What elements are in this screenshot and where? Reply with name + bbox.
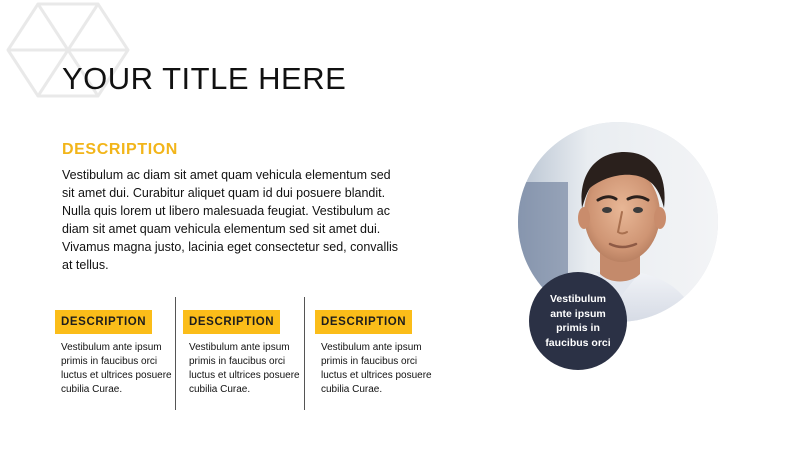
column-2-heading: DESCRIPTION	[183, 310, 280, 334]
main-description-body: Vestibulum ac diam sit amet quam vehicula elementum sed sit amet dui. Curabitur aliquet quam id dui posuere blandit. Nulla quis lorem ut libero malesuada feugiat. Vestibulum ac diam sit amet quam vehicula elementum sed sit amet dui. Vivamus magna justo, lacinia eget consectetur sed, convallis at tellus.	[62, 168, 399, 272]
column-divider	[175, 297, 176, 410]
main-description	[62, 139, 402, 274]
quote-text: Vestibulum ante ipsum primis in faucibus orci	[545, 293, 611, 349]
main-description-heading: DESCRIPTION	[62, 141, 178, 158]
column-3-heading: DESCRIPTION	[315, 310, 412, 334]
column-divider	[304, 297, 305, 410]
quote-badge	[529, 272, 627, 370]
column-1-body: Vestibulum ante ipsum primis in faucibus orci luctus et ultrices posuere cubilia Curae.	[61, 342, 172, 395]
description-column-2	[183, 310, 301, 397]
column-3-body: Vestibulum ante ipsum primis in faucibus orci luctus et ultrices posuere cubilia Curae.	[321, 342, 432, 395]
slide-title: YOUR TITLE HERE	[62, 61, 347, 96]
description-column-3	[315, 310, 433, 397]
column-1-heading: DESCRIPTION	[55, 310, 152, 334]
description-column-1	[55, 310, 173, 397]
column-2-body: Vestibulum ante ipsum primis in faucibus orci luctus et ultrices posuere cubilia Curae.	[189, 342, 300, 395]
